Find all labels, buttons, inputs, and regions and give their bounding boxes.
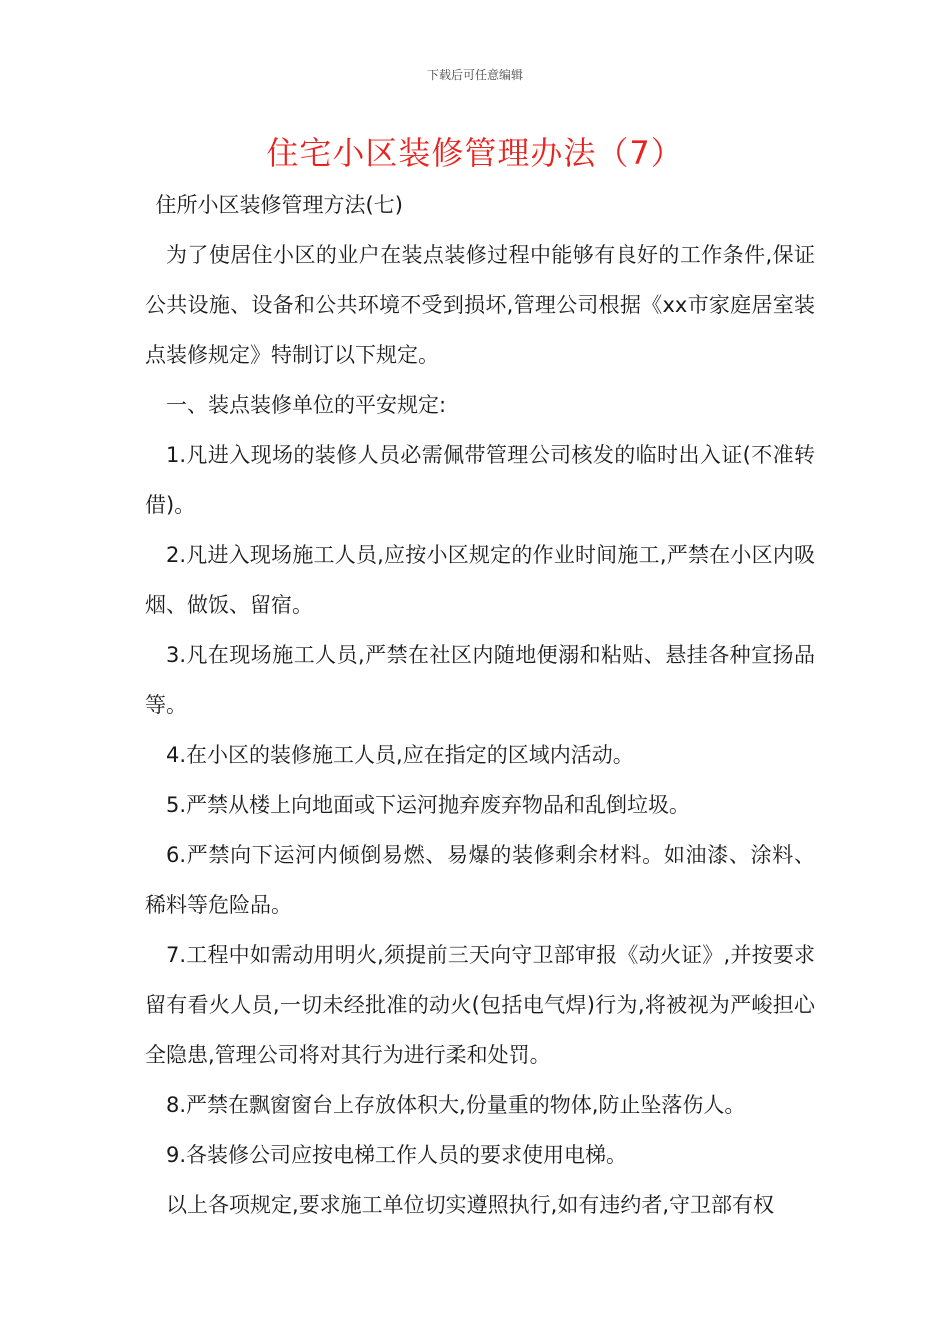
closing-paragraph: 以上各项规定,要求施工单位切实遵照执行,如有违约者,守卫部有权: [166, 1193, 775, 1217]
rule-item-6: 6.严禁向下运河内倾倒易燃、易爆的装修剩余材料。如油漆、涂料、稀料等危险品。: [145, 843, 815, 917]
rule-item-7: 7.工程中如需动用明火,须提前三天向守卫部审报《动火证》,并按要求留有看火人员,一切未经批准的动火(包括电气焊)行为,将被视为严峻担心全隐患,管理公司将对其行为进行柔和处罚。: [145, 943, 815, 1067]
rule-item-9: 9.各装修公司应按电梯工作人员的要求使用电梯。: [166, 1143, 628, 1167]
subtitle-paragraph: 住所小区装修管理方法(七): [155, 193, 403, 217]
rule-item-3: 3.凡在现场施工人员,严禁在社区内随地便溺和粘贴、悬挂各种宣扬品等。: [145, 643, 815, 717]
intro-paragraph: 为了使居住小区的业户在装点装修过程中能够有良好的工作条件,保证公共设施、设备和公共环境不受到损坏,管理公司根据《xx市家庭居室装点装修规定》特制订以下规定。: [145, 243, 815, 367]
header-note: 下载后可任意编辑: [426, 68, 523, 82]
section-heading: 一、装点装修单位的平安规定:: [166, 393, 447, 417]
rule-item-5: 5.严禁从楼上向地面或下运河抛弃废弃物品和乱倒垃圾。: [166, 793, 691, 817]
document-body: [145, 180, 815, 1230]
rule-item-4: 4.在小区的装修施工人员,应在指定的区域内活动。: [166, 743, 634, 767]
rule-item-2: 2.凡进入现场施工人员,应按小区规定的作业时间施工,严禁在小区内吸烟、做饭、留宿。: [145, 543, 815, 617]
rule-item-1: 1.凡进入现场的装修人员必需佩带管理公司核发的临时出入证(不准转借)。: [145, 443, 815, 517]
document-title: 住宅小区装修管理办法（7）: [266, 134, 684, 172]
rule-item-8: 8.严禁在飘窗窗台上存放体积大,份量重的物体,防止坠落伤人。: [166, 1093, 746, 1117]
